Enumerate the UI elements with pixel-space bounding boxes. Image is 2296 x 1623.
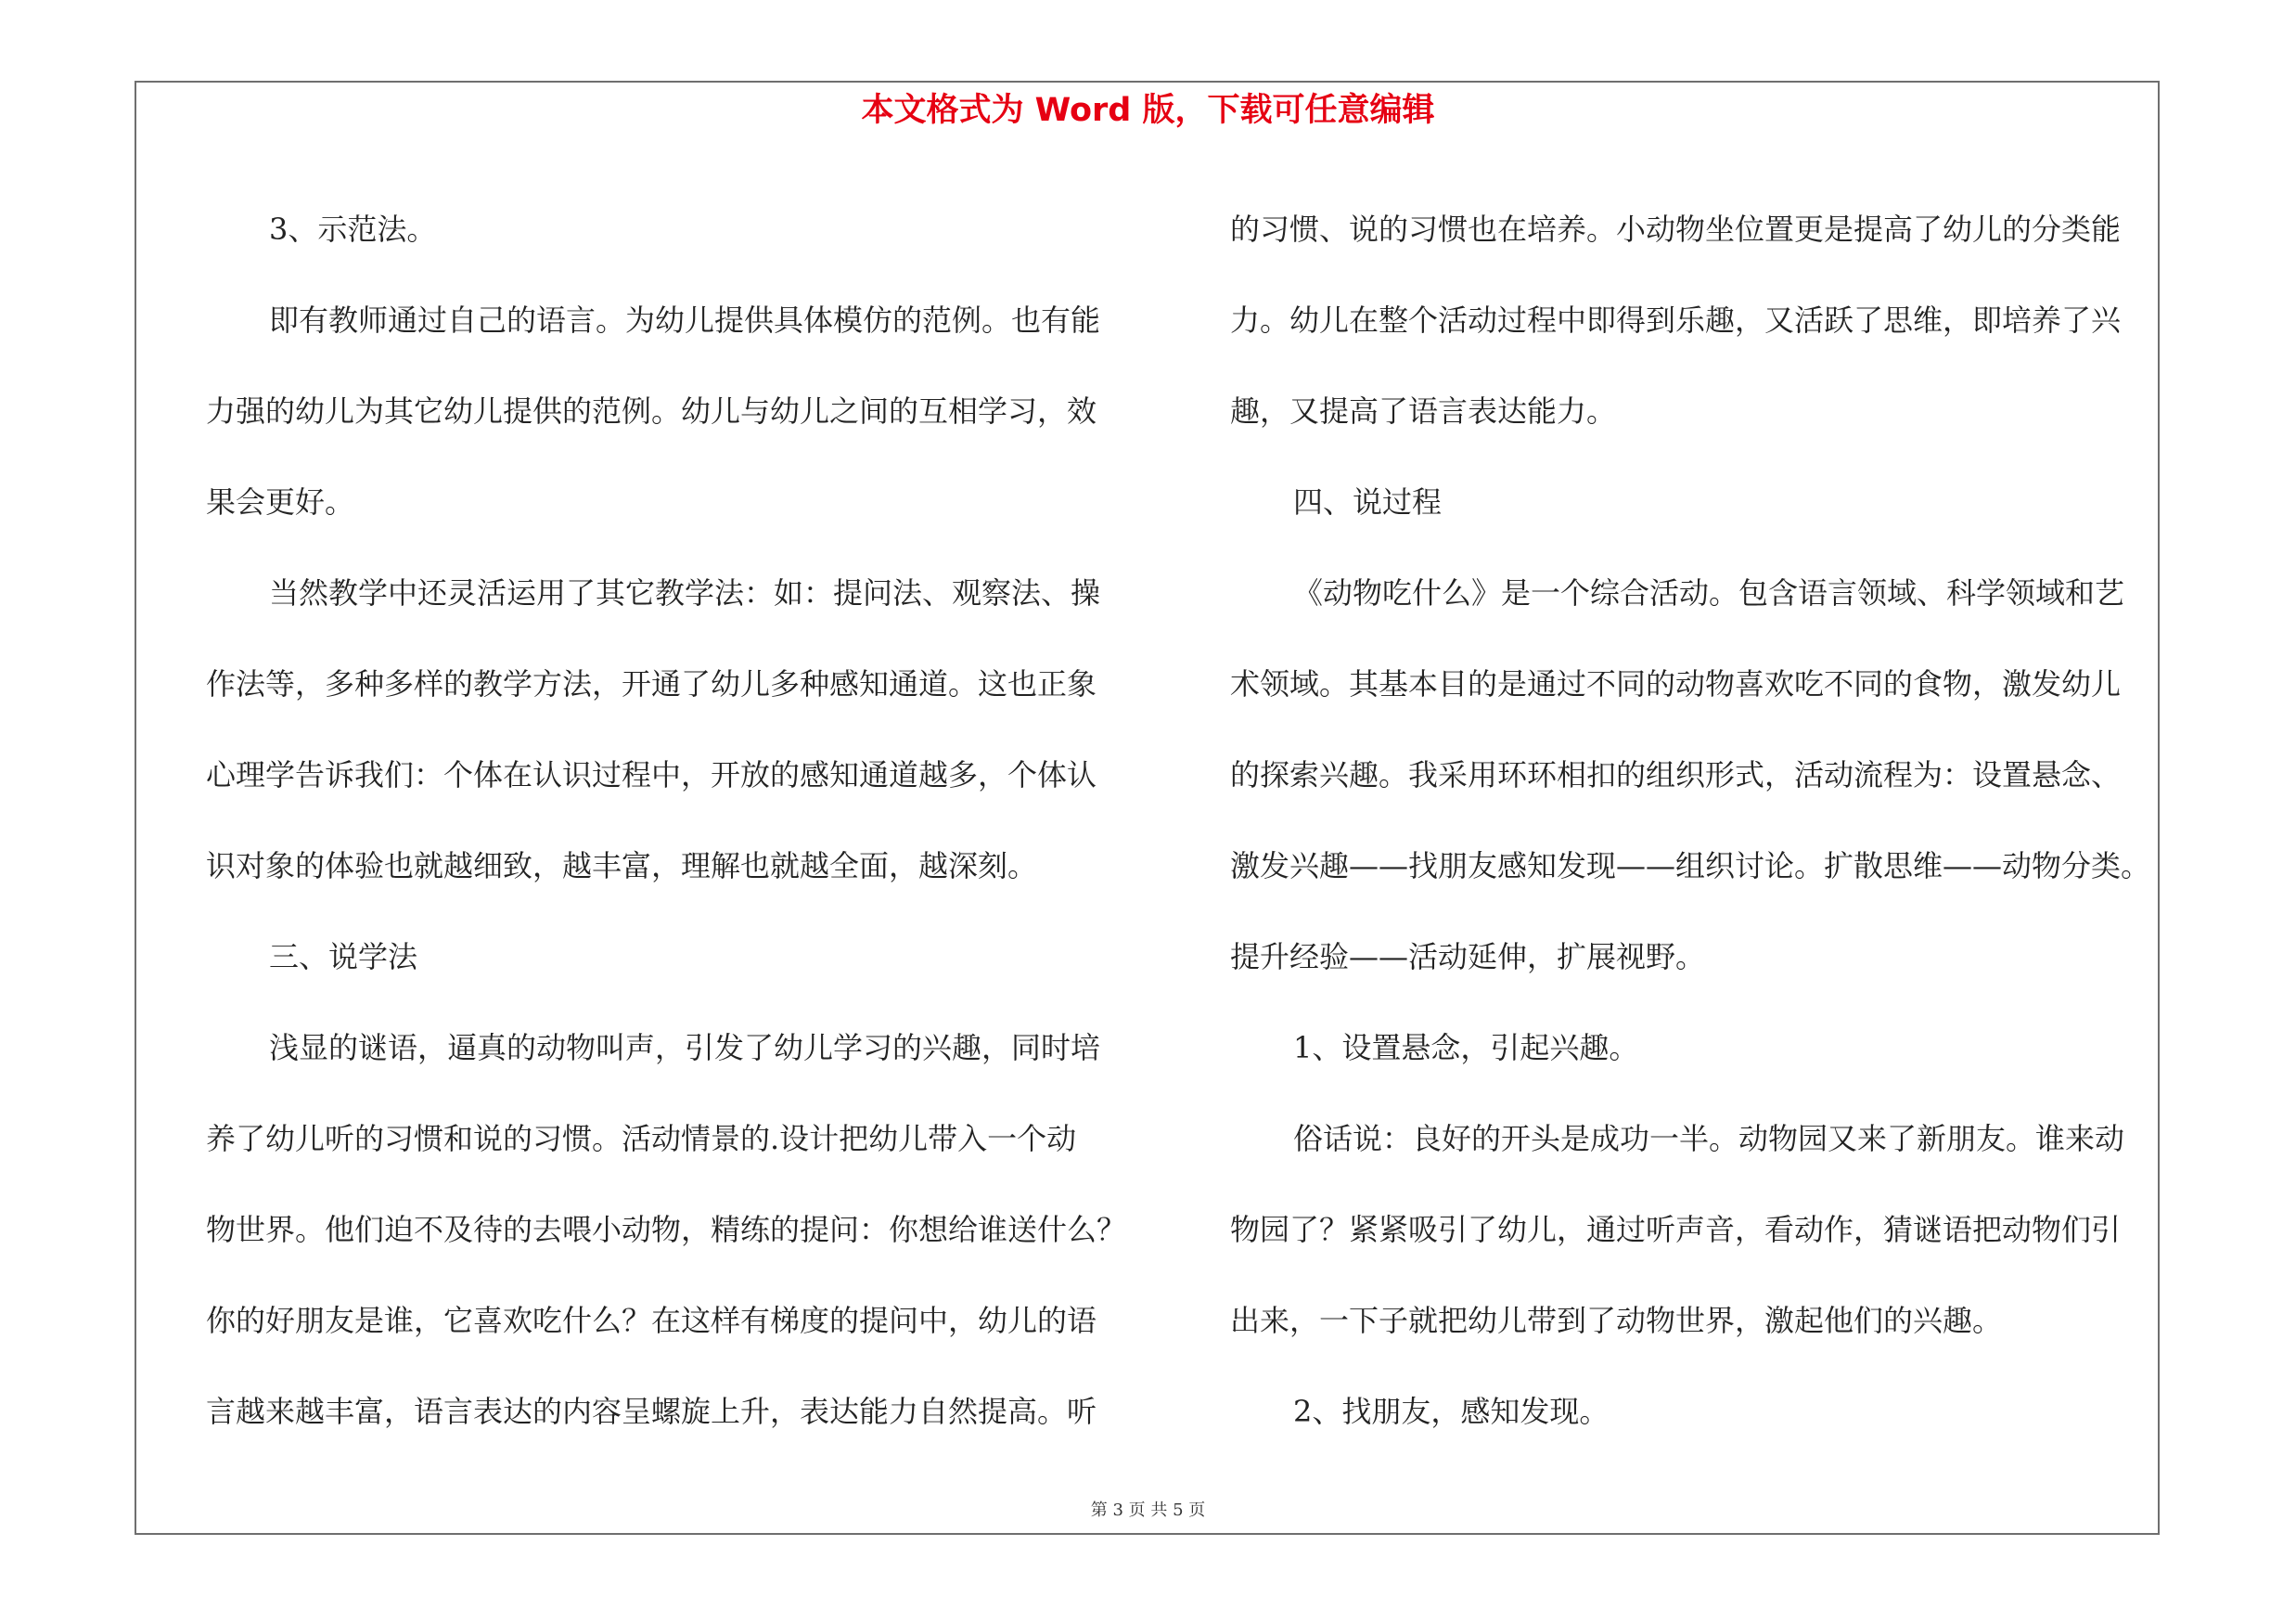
text-line: 果会更好。 [206, 484, 355, 520]
text-line: 物世界。他们迫不及待的去喂小动物，精练的提问：你想给谁送什么？ [206, 1212, 1127, 1247]
text-line: 三、说学法 [269, 939, 418, 974]
text-line: 的探索兴趣。我采用环环相扣的组织形式，活动流程为：设置悬念、 [1230, 757, 2122, 792]
text-line: 四、说过程 [1293, 484, 1443, 520]
right-text-column [1230, 184, 2162, 1457]
text-line: 识对象的体验也就越细致，越丰富，理解也就越全面，越深刻。 [206, 848, 1038, 883]
text-line: 术领域。其基本目的是通过不同的动物喜欢吃不同的食物，激发幼儿 [1230, 666, 2122, 702]
text-line: 心理学告诉我们：个体在认识过程中，开放的感知通道越多，个体认 [206, 757, 1097, 792]
text-line: 言越来越丰富，语言表达的内容呈螺旋上升，表达能力自然提高。听 [206, 1394, 1097, 1429]
text-line: 即有教师通过自己的语言。为幼儿提供具体模仿的范例。也有能 [269, 303, 1101, 338]
text-line: 《动物吃什么》是一个综合活动。包含语言领域、科学领域和艺 [1293, 575, 2125, 611]
text-line: 2、找朋友，感知发现。 [1293, 1394, 1610, 1429]
text-line: 提升经验——活动延伸，扩展视野。 [1230, 939, 1706, 974]
document-header: 本文格式为 Word 版，下载可任意编辑 [861, 92, 1435, 129]
text-line: 力。幼儿在整个活动过程中即得到乐趣，又活跃了思维，即培养了兴 [1230, 303, 2122, 338]
text-line: 俗话说：良好的开头是成功一半。动物园又来了新朋友。谁来动 [1293, 1121, 2125, 1156]
left-text-column [206, 184, 1127, 1457]
text-line: 趣，又提高了语言表达能力。 [1230, 393, 1617, 429]
text-line: 你的好朋友是谁，它喜欢吃什么？在这样有梯度的提问中，幼儿的语 [206, 1303, 1097, 1338]
text-line: 出来，一下子就把幼儿带到了动物世界，激起他们的兴趣。 [1230, 1303, 2003, 1338]
text-line: 当然教学中还灵活运用了其它教学法：如：提问法、观察法、操 [269, 575, 1101, 611]
page-number: 第 3 页 共 5 页 [1090, 1501, 1206, 1520]
text-line: 力强的幼儿为其它幼儿提供的范例。幼儿与幼儿之间的互相学习，效 [206, 393, 1097, 429]
text-line: 的习惯、说的习惯也在培养。小动物坐位置更是提高了幼儿的分类能 [1230, 212, 2122, 247]
text-line: 激发兴趣——找朋友感知发现——组织讨论。扩散思维——动物分类。 [1230, 848, 2151, 883]
text-line: 1、设置悬念，引起兴趣。 [1293, 1030, 1639, 1065]
text-line: 浅显的谜语，逼真的动物叫声，引发了幼儿学习的兴趣，同时培 [269, 1030, 1101, 1065]
text-line: 3、示范法。 [269, 212, 437, 247]
text-line: 物园了？紧紧吸引了幼儿，通过听声音，看动作，猜谜语把动物们引 [1230, 1212, 2122, 1247]
text-line: 养了幼儿听的习惯和说的习惯。活动情景的.设计把幼儿带入一个动 [206, 1121, 1077, 1156]
text-line: 作法等，多种多样的教学方法，开通了幼儿多种感知通道。这也正象 [206, 666, 1097, 702]
